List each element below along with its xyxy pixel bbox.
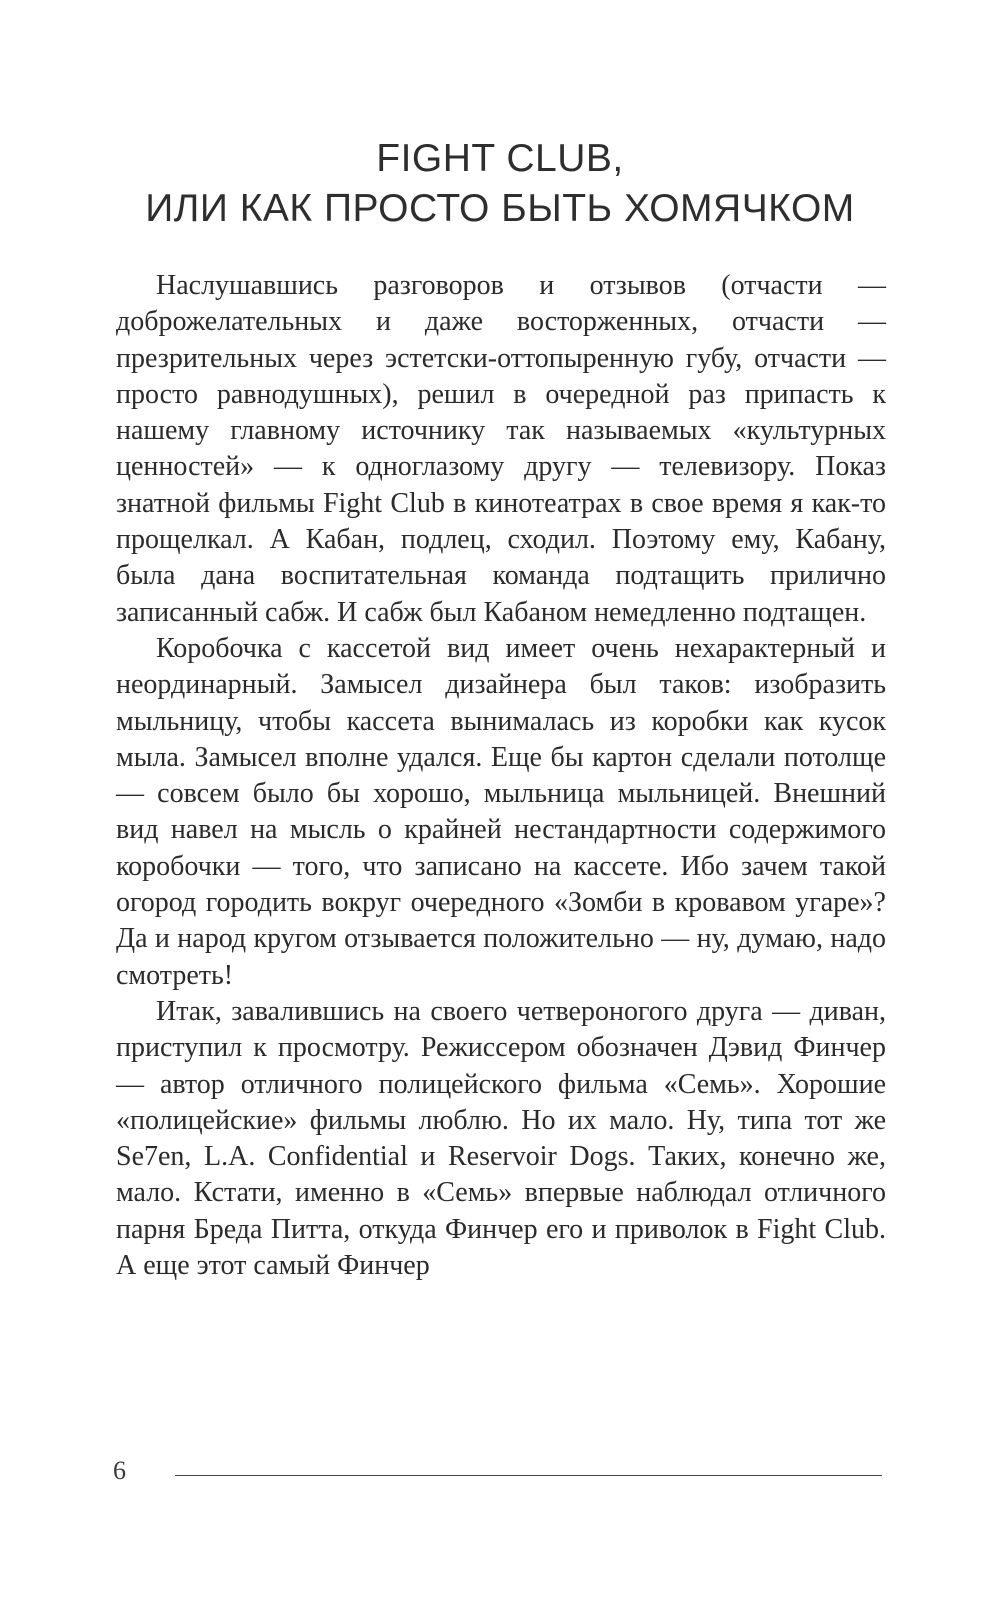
- footer-rule: [175, 1475, 882, 1476]
- paragraph-3: Итак, завалившись на своего четвероногого друга — диван, приступил к просмотру. Режиссером обозначен Дэвид Финчер — автор отличного полицейского фильма «Семь». Хорошие «полицейские» фильмы люблю. Но их мало. Ну, типа тот же Se7en, L.A. Confidential и Reservoir Dogs. Таких, конечно же, мало. Кстати, именно в «Семь» впервые наблюдал отличного парня Бреда Питта, откуда Финчер его и приволок в Fight Club. А еще этот самый Финчер: [116, 995, 886, 1282]
- paragraph-1: Наслушавшись разговоров и отзывов (отчасти — доброжелательных и даже восторженных, отчасти — презрительных через эстетски-оттопыренную губу, отчасти — просто равнодушных), решил в очередной раз припасть к нашему главному источнику так называемых «культурных ценностей» — к одноглазому другу — телевизору. Показ знатной фильмы Fight Club в кинотеатрах в свое время я как-то прощелкал. А Кабан, подлец, сходил. Поэтому ему, Кабану, была дана воспитательная команда подтащить прилично записанный сабж. И сабж был Кабаном немедленно подтащен.: [116, 270, 886, 628]
- body-text: [116, 268, 886, 1284]
- page-number: 6: [113, 1456, 126, 1485]
- chapter-title: [100, 134, 900, 234]
- paragraph-2: Коробочка с кассетой вид имеет очень нехарактерный и неординарный. Замысел дизайнера был таков: изобразить мыльницу, чтобы кассета вынималась из коробки как кусок мыла. Замысел вполне удался. Еще бы картон сделали потолще — совсем было бы хорошо, мыльница мыльницей. Внешний вид навел на мысль о крайней нестандартности содержимого коробочки — того, что записано на кассете. Ибо зачем такой огород городить вокруг очередного «Зомби в кровавом угаре»? Да и народ кругом отзывается положительно — ну, думаю, надо смотреть!: [116, 632, 886, 991]
- page-footer: [113, 1455, 883, 1495]
- chapter-title-line-2: ИЛИ КАК ПРОСТО БЫТЬ ХОМЯЧКОМ: [145, 187, 855, 230]
- chapter-title-line-1: FIGHT CLUB,: [376, 137, 624, 180]
